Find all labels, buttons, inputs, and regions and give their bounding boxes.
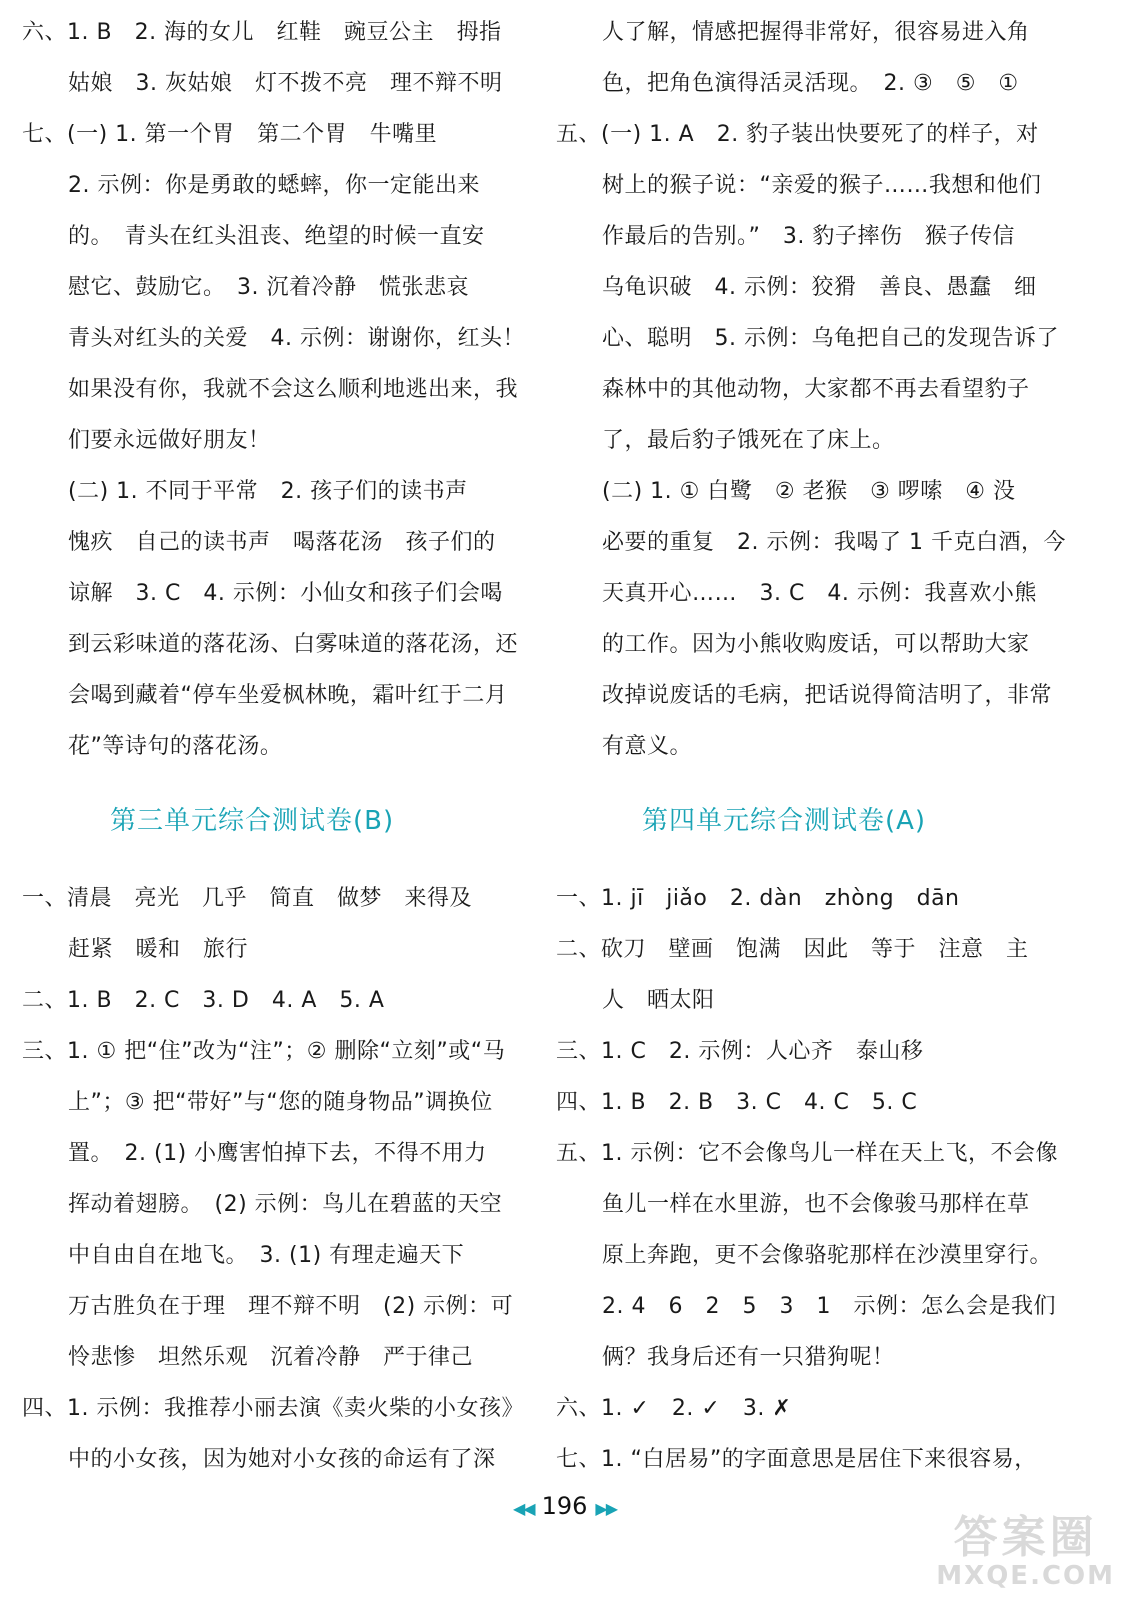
double-right-arrow-icon: ▶▶: [595, 1499, 617, 1518]
text-line: 谅解 3. C 4. 示例：小仙女和孩子们会喝: [68, 581, 503, 606]
watermark-logo: [936, 1514, 1115, 1590]
text-line: 2. 4 6 2 5 3 1 示例：怎么会是我们: [602, 1294, 1056, 1319]
text-line: 三、1. C 2. 示例：人心齐 泰山移: [556, 1039, 924, 1064]
section-heading: 第四单元综合测试卷(A): [642, 806, 927, 836]
text-line: 会喝到藏着“停车坐爱枫林晚，霜叶红于二月: [68, 683, 508, 708]
text-line: 二、1. B 2. C 3. D 4. A 5. A: [22, 988, 385, 1013]
text-line: 到云彩味道的落花汤、白雾味道的落花汤，还: [68, 632, 519, 657]
text-line: 五、1. 示例：它不会像鸟儿一样在天上飞，不会像: [556, 1141, 1058, 1166]
text-line: 2. 示例：你是勇敢的蟋蟀，你一定能出来: [68, 173, 480, 198]
text-line: 色，把角色演得活灵活现。 2. ③ ⑤ ①: [602, 71, 1019, 96]
text-line: 俩？我身后还有一只猎狗呢！: [602, 1345, 895, 1370]
text-line: 怜悲惨 坦然乐观 沉着冷静 严于律己: [68, 1345, 474, 1370]
text-line: 原上奔跑，更不会像骆驼那样在沙漠里穿行。: [602, 1243, 1053, 1268]
watermark-en: MXQE.COM: [936, 1561, 1115, 1591]
text-line: 的。 青头在红头沮丧、绝望的时候一直安: [68, 224, 485, 249]
text-line: 六、1. B 2. 海的女儿 红鞋 豌豆公主 拇指: [22, 20, 502, 45]
text-line: 中的小女孩，因为她对小女孩的命运有了深: [68, 1447, 496, 1472]
text-line: 心、聪明 5. 示例：乌龟把自己的发现告诉了: [602, 326, 1059, 351]
text-line: 们要永远做好朋友！: [68, 428, 271, 453]
page-number: 196: [541, 1492, 588, 1520]
text-line: 作最后的告别。” 3. 豹子摔伤 猴子传信: [602, 224, 1015, 249]
double-left-arrow-icon: ◀◀: [512, 1499, 534, 1518]
text-line: 愧疚 自己的读书声 喝落花汤 孩子们的: [68, 530, 496, 555]
text-line: (二) 1. ① 白鹭 ② 老猴 ③ 啰嗦 ④ 没: [602, 479, 1016, 504]
text-line: 花”等诗句的落花汤。: [68, 734, 283, 759]
text-line: 鱼儿一样在水里游，也不会像骏马那样在草: [602, 1192, 1030, 1217]
text-line: 上”；③ 把“带好”与“您的随身物品”调换位: [68, 1090, 493, 1115]
text-line: 姑娘 3. 灰姑娘 灯不拨不亮 理不辩不明: [68, 71, 503, 96]
text-line: 天真开心…… 3. C 4. 示例：我喜欢小熊: [602, 581, 1037, 606]
text-line: 四、1. B 2. B 3. C 4. C 5. C: [556, 1090, 918, 1115]
text-line: 慰它、鼓励它。 3. 沉着冷静 慌张悲哀: [68, 275, 469, 300]
text-line: 一、1. jī jiǎo 2. dàn zhòng dān: [556, 886, 960, 911]
text-line: 的工作。因为小熊收购废话，可以帮助大家: [602, 632, 1030, 657]
text-line: 六、1. ✓ 2. ✓ 3. ✗: [556, 1396, 792, 1421]
text-line: 万古胜负在于理 理不辩不明 (2) 示例：可: [68, 1294, 514, 1319]
text-line: 赶紧 暖和 旅行: [68, 937, 249, 962]
text-line: 置。 2. (1) 小鹰害怕掉下去，不得不用力: [68, 1141, 487, 1166]
text-line: 七、1. “白居易”的字面意思是居住下来很容易，: [556, 1447, 1037, 1472]
text-line: 有意义。: [602, 734, 693, 759]
text-line: 挥动着翅膀。 (2) 示例：鸟儿在碧蓝的天空: [68, 1192, 503, 1217]
text-line: 三、1. ① 把“住”改为“注”；② 删除“立刻”或“马: [22, 1039, 506, 1064]
text-line: 森林中的其他动物，大家都不再去看望豹子: [602, 377, 1030, 402]
text-line: (二) 1. 不同于平常 2. 孩子们的读书声: [68, 479, 468, 504]
text-line: 人 晒太阳: [602, 988, 715, 1013]
text-line: 青头对红头的关爱 4. 示例：谢谢你，红头！: [68, 326, 525, 351]
text-line: 必要的重复 2. 示例：我喝了 1 千克白酒，今: [602, 530, 1066, 555]
text-line: 中自由自在地飞。 3. (1) 有理走遍天下: [68, 1243, 465, 1268]
text-line: 一、清晨 亮光 几乎 简直 做梦 来得及: [22, 886, 473, 911]
text-line: 乌龟识破 4. 示例：狡猾 善良、愚蠢 细: [602, 275, 1037, 300]
text-line: 四、1. 示例：我推荐小丽去演《卖火柴的小女孩》: [22, 1396, 524, 1421]
watermark-cn: 答案圈: [953, 1512, 1098, 1563]
text-line: 树上的猴子说：“亲爱的猴子……我想和他们: [602, 173, 1042, 198]
section-heading: 第三单元综合测试卷(B): [110, 806, 395, 836]
text-line: 二、砍刀 壁画 饱满 因此 等于 注意 主: [556, 937, 1029, 962]
text-line: 了，最后豹子饿死在了床上。: [602, 428, 895, 453]
text-line: 五、(一) 1. A 2. 豹子装出快要死了的样子，对: [556, 122, 1039, 147]
text-line: 改掉说废话的毛病，把话说得简洁明了，非常: [602, 683, 1053, 708]
text-line: 七、(一) 1. 第一个胃 第二个胃 牛嘴里: [22, 122, 438, 147]
text-line: 人了解，情感把握得非常好，很容易进入角: [602, 20, 1030, 45]
text-line: 如果没有你，我就不会这么顺利地逃出来，我: [68, 377, 519, 402]
